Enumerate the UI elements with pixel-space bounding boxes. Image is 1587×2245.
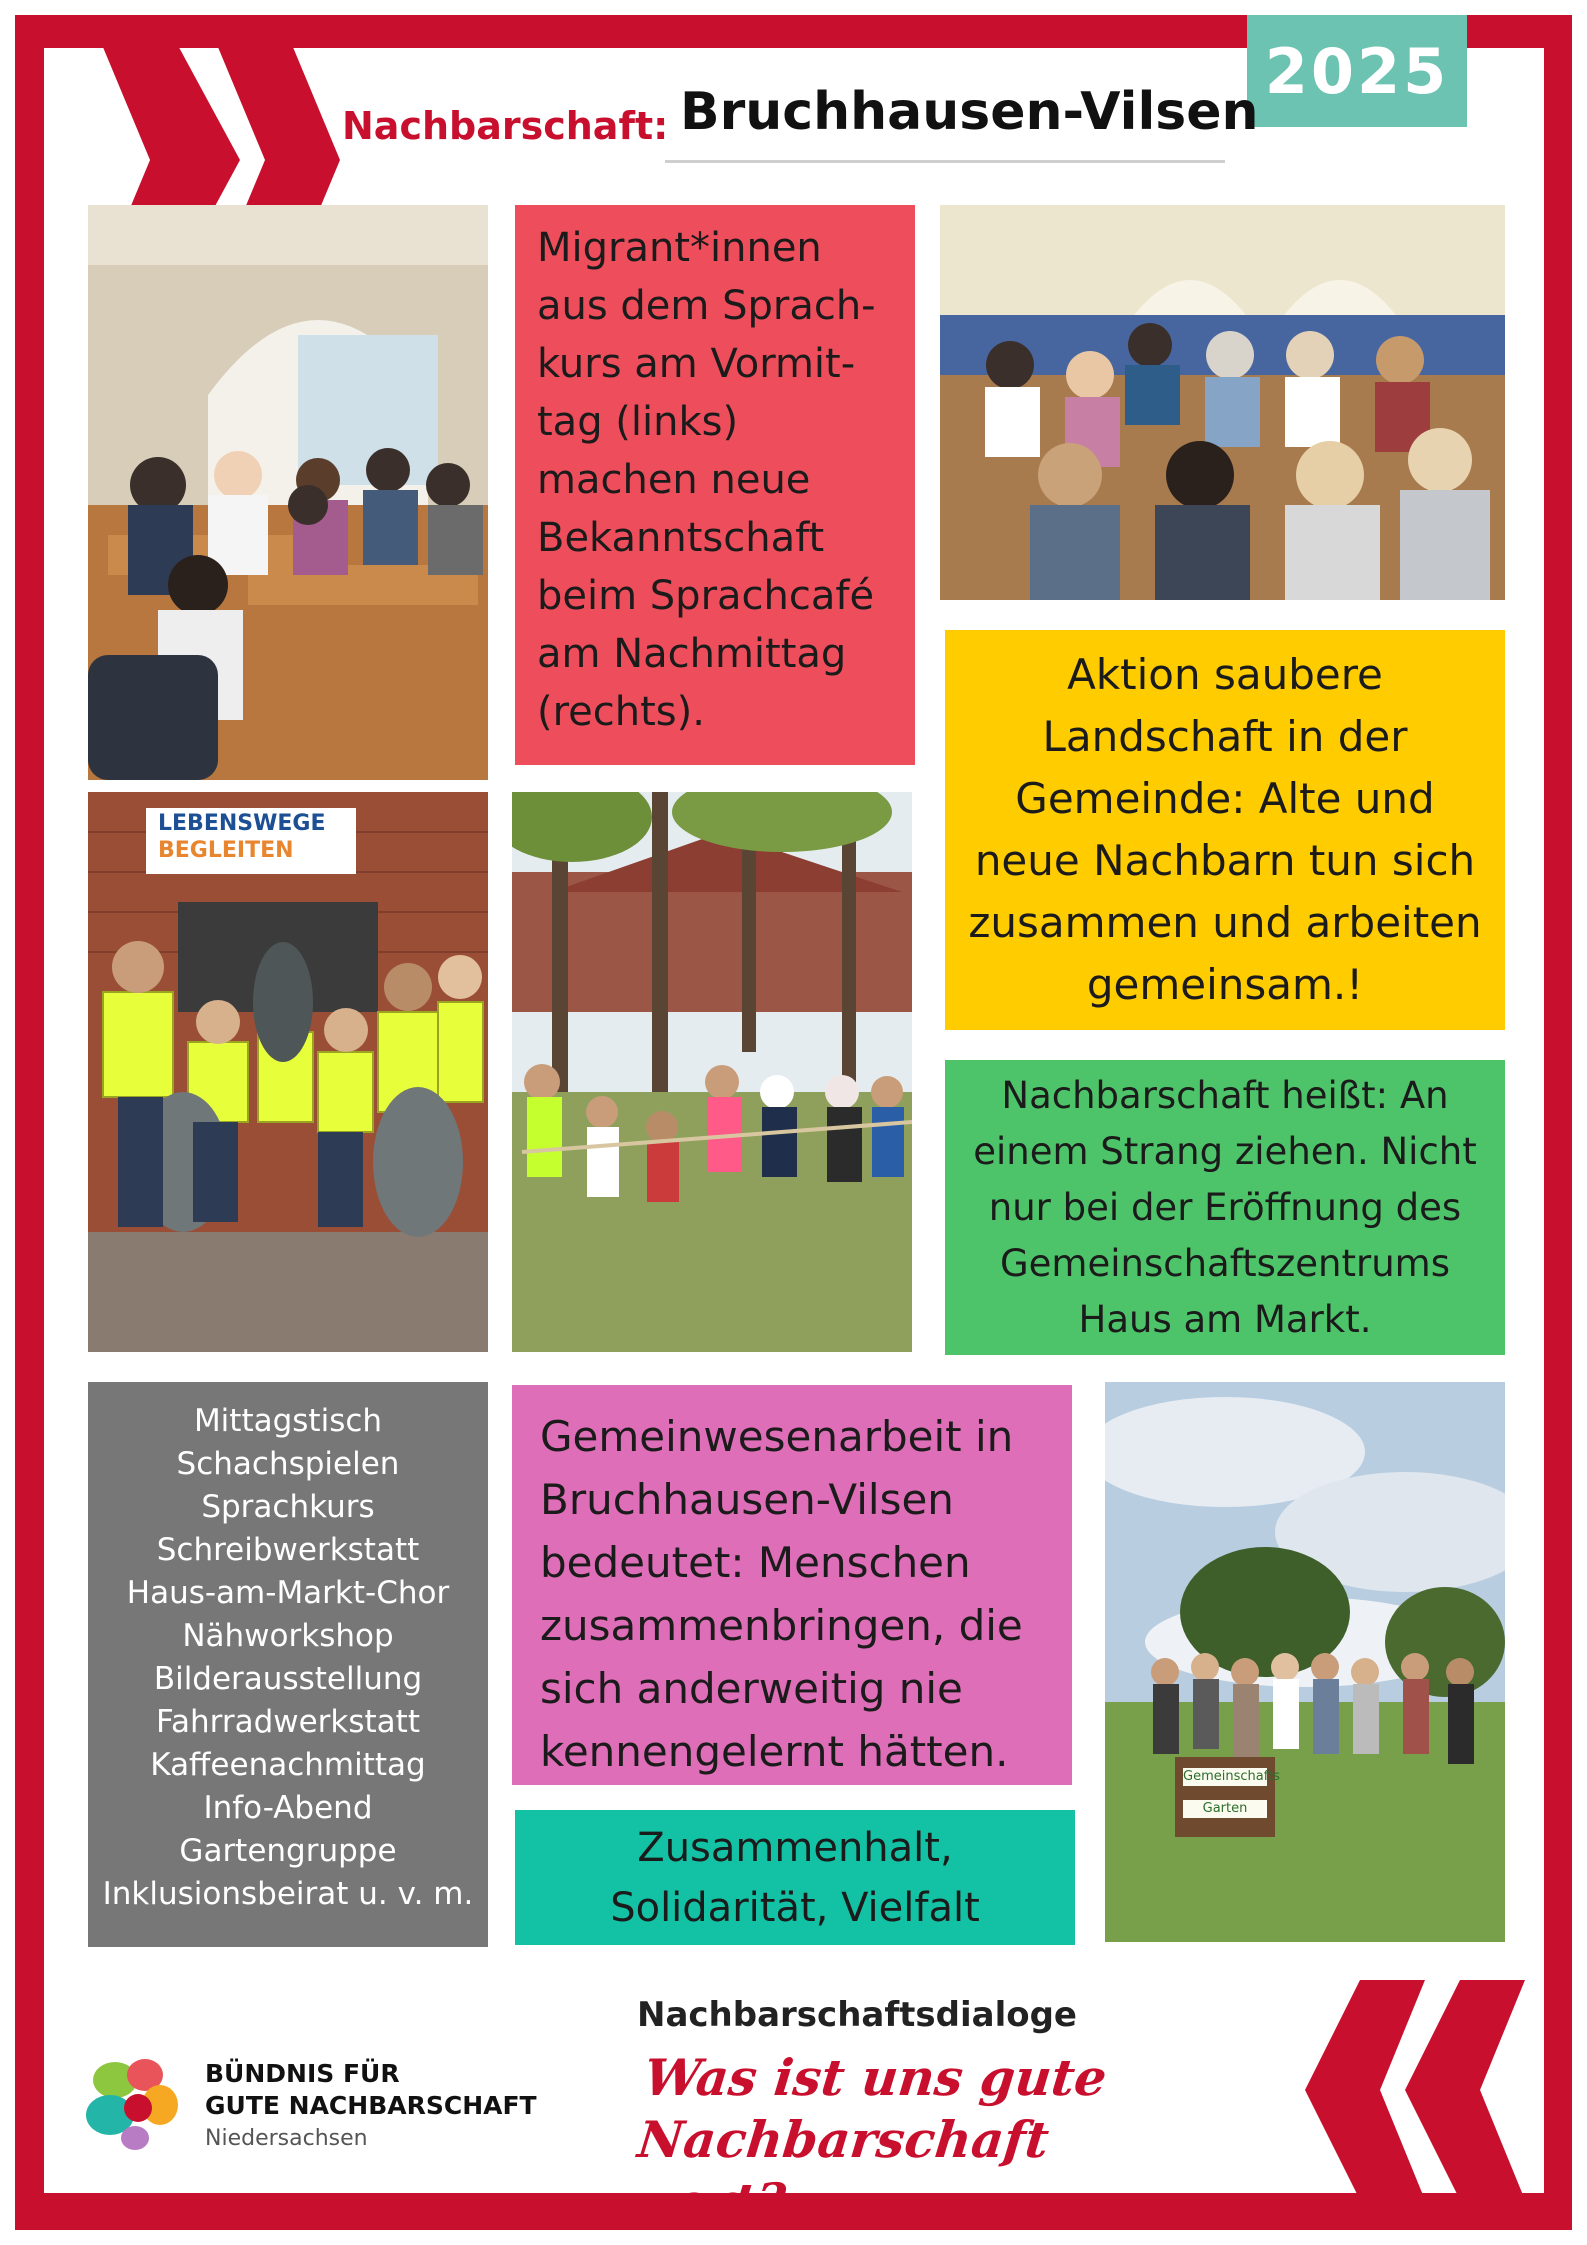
activity-item: Fahrradwerkstatt xyxy=(156,1704,420,1740)
closing-quote-chevrons xyxy=(1285,1970,1545,2210)
logo-line-1: BÜNDNIS FÜR xyxy=(205,2059,400,2088)
sign-line-2: BEGLEITEN xyxy=(158,838,294,863)
red-line-1: Migrant*innen xyxy=(537,225,822,271)
logo-line-3: Niedersachsen xyxy=(205,2126,368,2151)
title-prefix: Nachbarschaft: xyxy=(342,104,669,148)
activity-item: Bilderausstellung xyxy=(153,1661,423,1697)
title-underline xyxy=(665,160,1225,163)
dialog-title: Nachbarschaftsdialoge xyxy=(637,1995,1077,2035)
text-box-community-work: Gemeinwesenarbeit in Bruchhausen-Vilsen bedeutet: Menschen zusammenbringen, die sich anderweitig nie kennengelernt hätten. xyxy=(512,1385,1072,1785)
red-line-7: beim Sprachcafé xyxy=(537,573,875,619)
photo-language-cafe xyxy=(940,205,1505,600)
slogan xyxy=(628,2047,1208,2233)
activity-item: Sprachkurs xyxy=(201,1489,375,1525)
red-line-4: tag (links) xyxy=(537,399,739,445)
photo-cleanup-group xyxy=(88,792,488,1352)
slogan-line-2: Nachbarschaft wert? xyxy=(628,2110,1052,2231)
photo-tug-of-war xyxy=(512,792,912,1352)
activity-item: Schachspielen xyxy=(176,1446,400,1482)
year-badge: 2025 xyxy=(1247,15,1467,127)
red-line-9: (rechts). xyxy=(537,689,705,735)
red-line-6: Bekanntschaft xyxy=(537,515,825,561)
garden-sign-line-2: Garten xyxy=(1183,1800,1267,1818)
activity-item: Kaffeenachmittag xyxy=(150,1747,426,1783)
text-box-values xyxy=(515,1810,1075,1945)
activity-item: Inklusionsbeirat u. v. m. xyxy=(102,1876,474,1912)
activity-item: Info-Abend xyxy=(203,1790,373,1826)
activity-item: Mittagstisch xyxy=(193,1403,383,1439)
red-line-8: am Nachmittag xyxy=(537,631,847,677)
values-line-1: Zusammenhalt, xyxy=(637,1824,953,1871)
text-box-tug-of-war: Nachbarschaft heißt: An einem Strang ziehen. Nicht nur bei der Eröffnung des Gemeinschaftszentrums Haus am Markt. xyxy=(945,1060,1505,1355)
photo-community-garden xyxy=(1105,1382,1505,1942)
slogan-line-1: Was ist uns gute xyxy=(641,2048,1110,2107)
page-title: Bruchhausen-Vilsen xyxy=(680,82,1259,142)
text-box-language-cafe xyxy=(515,205,915,765)
red-line-2: aus dem Sprach- xyxy=(537,283,876,329)
garden-sign-line-1: Gemeinschafts xyxy=(1183,1769,1280,1784)
red-line-5: machen neue xyxy=(537,457,811,503)
garden-sign xyxy=(1183,1762,1280,1832)
activity-item: Haus-am-Markt-Chor xyxy=(126,1575,450,1611)
activity-item: Gartengruppe xyxy=(179,1833,397,1869)
lebenswege-sign xyxy=(148,810,354,872)
sign-line-1: LEBENSWEGE xyxy=(158,811,326,836)
values-line-2: Solidarität, Vielfalt xyxy=(610,1884,980,1931)
buendnis-logo-icon xyxy=(80,2050,185,2155)
buendnis-logo-text xyxy=(205,2058,537,2156)
activity-item: Nähworkshop xyxy=(182,1618,394,1654)
photo-language-course xyxy=(88,205,488,780)
text-box-clean-landscape: Aktion saubere Landschaft in der Gemeinde: Alte und neue Nachbarn tun sich zusammen und arbeiten gemeinsam.! xyxy=(945,630,1505,1030)
red-line-3: kurs am Vormit- xyxy=(537,341,856,387)
activities-list xyxy=(88,1382,488,1947)
logo-line-2: GUTE NACHBARSCHAFT xyxy=(205,2091,537,2120)
activity-item: Schreibwerkstatt xyxy=(156,1532,420,1568)
